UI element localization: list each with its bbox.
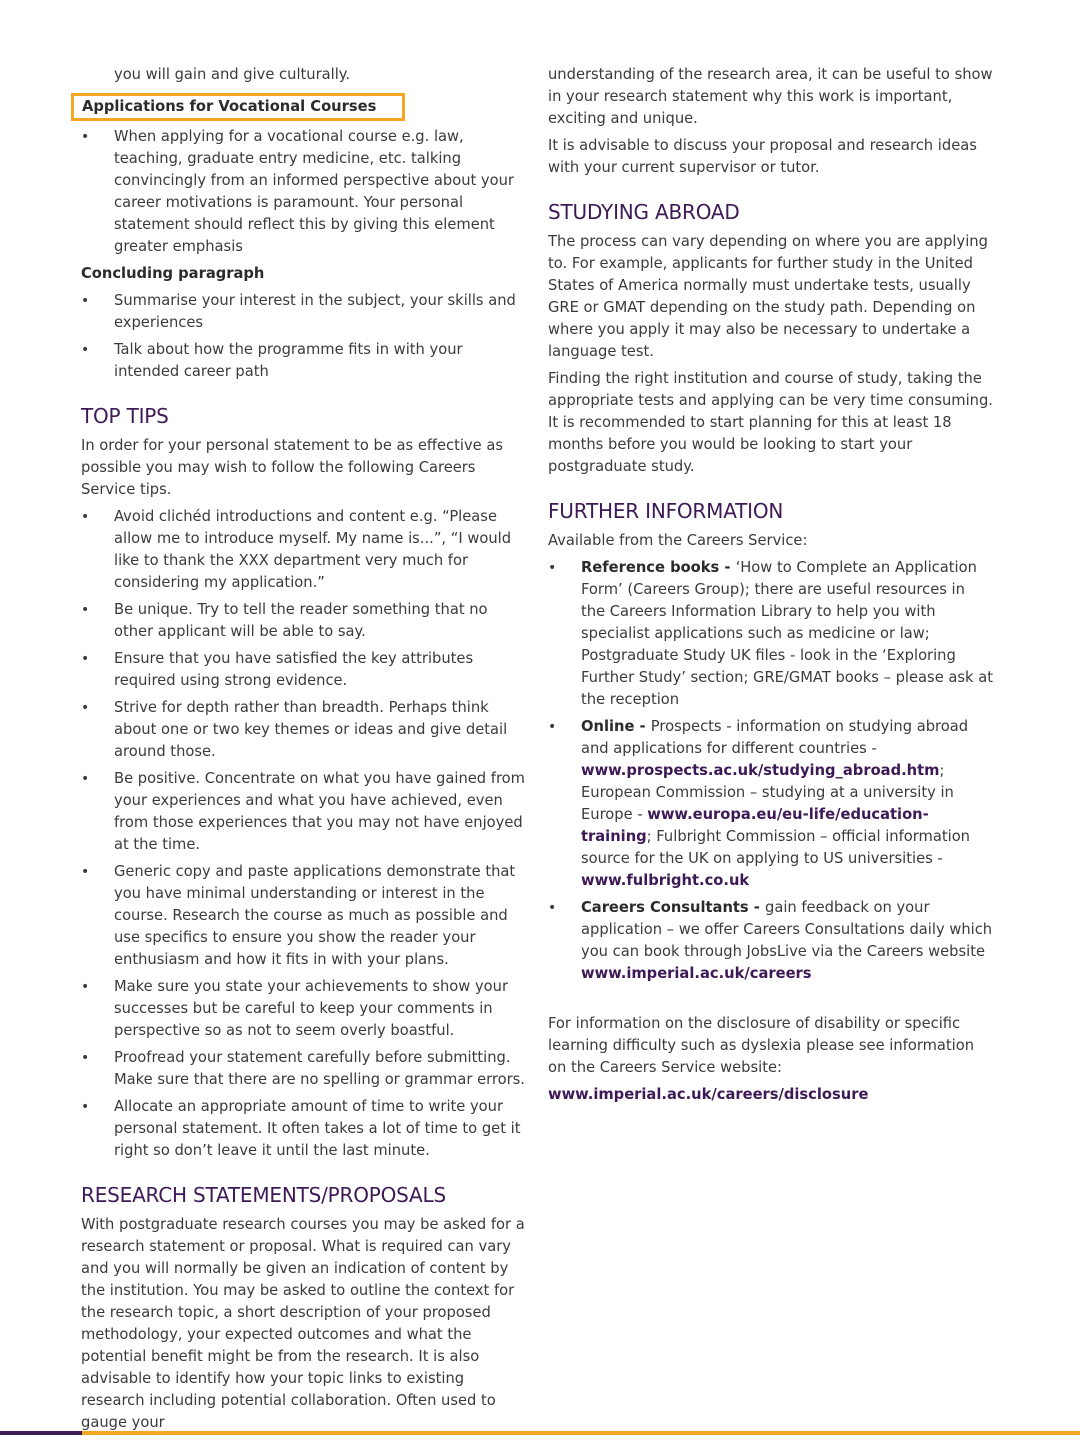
vocational-heading: Applications for Vocational Courses bbox=[71, 93, 405, 121]
research-body: With postgraduate research courses you may be asked for a research statement or proposal. What is required can vary and you will normally be given an indication of content by the institution. You may be asked to outline the context for the research topic, a short description of your proposed methodology, your expected outcomes and what the potential benefit might be from the research. It is also advisable to identify how your topic links to existing research including potential collaboration. Often used to gauge your bbox=[81, 1216, 525, 1431]
bullet-icon: • bbox=[81, 293, 90, 309]
list-item: • Online - Prospects - information on studying abroad and applications for different countries - www.prospects.ac.uk/studying_abroad.htm; European Commission – studying at a university in Europe - www.europa.eu/eu-life/education-training; Fulbright Commission – official information source for the UK on applying to US universities - www.fulbright.co.uk bbox=[548, 718, 970, 889]
bullet-icon: • bbox=[81, 700, 90, 716]
bullet-icon: • bbox=[81, 342, 90, 358]
further-info-intro: Available from the Careers Service: bbox=[548, 532, 808, 549]
top-tips-intro: In order for your personal statement to be as effective as possible you may wish to follow the following Careers Service tips. bbox=[81, 437, 504, 498]
list-item: • Generic copy and paste applications demonstrate that you have minimal understanding or interest in the course. Research the course as much as possible and use specifics to ensure you show the reader your enthusiasm and how it fits in with your plans. bbox=[81, 863, 516, 968]
studying-abroad-title: STUDYING ABROAD bbox=[548, 200, 740, 224]
bullet-icon: • bbox=[81, 602, 90, 618]
list-item: • Summarise your interest in the subject, your skills and experiences bbox=[81, 292, 516, 331]
list-item: • Talk about how the programme fits in with your intended career path bbox=[81, 341, 463, 380]
bullet-icon: • bbox=[81, 129, 90, 145]
bullet-icon: • bbox=[81, 771, 90, 787]
research-advice: It is advisable to discuss your proposal and research ideas with your current supervisor or tutor. bbox=[548, 137, 977, 176]
top-tips-list bbox=[81, 506, 526, 1162]
europa-link[interactable]: www.europa.eu/eu-life/education-training bbox=[581, 806, 929, 845]
bullet-icon: • bbox=[548, 719, 557, 735]
right-column bbox=[548, 64, 993, 1111]
careers-link[interactable]: www.imperial.ac.uk/careers bbox=[581, 965, 812, 982]
list-item: • Careers Consultants - gain feedback on your application – we offer Careers Consultations daily which you can book through JobsLive via the Careers website www.imperial.ac.uk/careers bbox=[548, 899, 993, 982]
fulbright-link[interactable]: www.fulbright.co.uk bbox=[581, 872, 750, 889]
list-item: • Reference books - ‘How to Complete an Application Form’ (Careers Group); there are useful resources in the Careers Information Library to help you with specialist applications such as medicine or law; Postgraduate Study UK files - look in the ‘Exploring Further Study’ section; GRE/GMAT books – please ask at the reception bbox=[548, 559, 993, 708]
bullet-icon: • bbox=[81, 1099, 90, 1115]
bullet-icon: • bbox=[548, 560, 557, 576]
careers-consultants-label: Careers Consultants - bbox=[581, 899, 765, 916]
footer-bar bbox=[0, 1431, 1080, 1435]
abroad-paragraph-2: Finding the right institution and course of study, taking the appropriate tests and applying can be very time consuming. It is recommended to start planning for this at least 18 months before you would be looking to start your postgraduate study. bbox=[548, 370, 993, 475]
concluding-list bbox=[81, 290, 526, 383]
concluding-heading: Concluding paragraph bbox=[81, 265, 265, 282]
list-item: • Ensure that you have satisfied the key attributes required using strong evidence. bbox=[81, 650, 474, 689]
bullet-icon: • bbox=[81, 979, 90, 995]
list-item: • Strive for depth rather than breadth. Perhaps think about one or two key themes or ideas and give detail around those. bbox=[81, 699, 508, 760]
vocational-list bbox=[81, 126, 526, 258]
further-info-title: FURTHER INFORMATION bbox=[548, 499, 784, 523]
disclosure-text: For information on the disclosure of disability or specific learning difficulty such as dyslexia please see information on the Careers Service website: bbox=[548, 1015, 975, 1076]
bullet-icon: • bbox=[81, 651, 90, 667]
bullet-icon: • bbox=[81, 509, 90, 525]
list-item: • Make sure you state your achievements to show your successes but be careful to keep your comments in perspective so as not to seem overly boastful. bbox=[81, 978, 508, 1039]
research-title: RESEARCH STATEMENTS/PROPOSALS bbox=[81, 1183, 446, 1207]
list-item: • Be positive. Concentrate on what you have gained from your experiences and what you have achieved, even from those experiences that you may not have enjoyed at the time. bbox=[81, 770, 525, 853]
abroad-paragraph-1: The process can vary depending on where you are applying to. For example, applicants for further study in the United States of America normally must undertake tests, usually GRE or GMAT depending on the study path. Depending on where you apply it may also be necessary to undertake a language test. bbox=[548, 233, 988, 360]
bullet-icon: • bbox=[81, 864, 90, 880]
list-item: • Avoid clichéd introductions and content e.g. “Please allow me to introduce myself. My name is...”, “I would like to thank the XXX department very much for considering my application.” bbox=[81, 508, 512, 591]
list-item: • Allocate an appropriate amount of time to write your personal statement. It often takes a lot of time to get it right so don’t leave it until the last minute. bbox=[81, 1098, 521, 1159]
continued-text: you will gain and give culturally. bbox=[114, 66, 351, 83]
online-label: Online - bbox=[581, 718, 651, 735]
further-info-list bbox=[548, 557, 993, 985]
footer-accent bbox=[0, 1431, 82, 1435]
list-item: • When applying for a vocational course e.g. law, teaching, graduate entry medicine, etc. talking convincingly from an informed perspective about your career motivations is paramount. Your personal statement should reflect this by giving this element greater emphasis bbox=[81, 128, 514, 255]
bullet-icon: • bbox=[548, 900, 557, 916]
research-continued: understanding of the research area, it can be useful to show in your research statement why this work is important, exciting and unique. bbox=[548, 66, 993, 127]
disclosure-link[interactable]: www.imperial.ac.uk/careers/disclosure bbox=[548, 1086, 869, 1103]
top-tips-title: TOP TIPS bbox=[81, 404, 169, 428]
spacer bbox=[548, 990, 993, 1013]
bullet-icon: • bbox=[81, 1050, 90, 1066]
reference-books-label: Reference books - bbox=[581, 559, 736, 576]
prospects-link[interactable]: www.prospects.ac.uk/studying_abroad.htm bbox=[581, 762, 940, 779]
left-column bbox=[81, 64, 526, 1439]
list-item: • Proofread your statement carefully before submitting. Make sure that there are no spelling or grammar errors. bbox=[81, 1049, 525, 1088]
list-item: • Be unique. Try to tell the reader something that no other applicant will be able to say. bbox=[81, 601, 488, 640]
